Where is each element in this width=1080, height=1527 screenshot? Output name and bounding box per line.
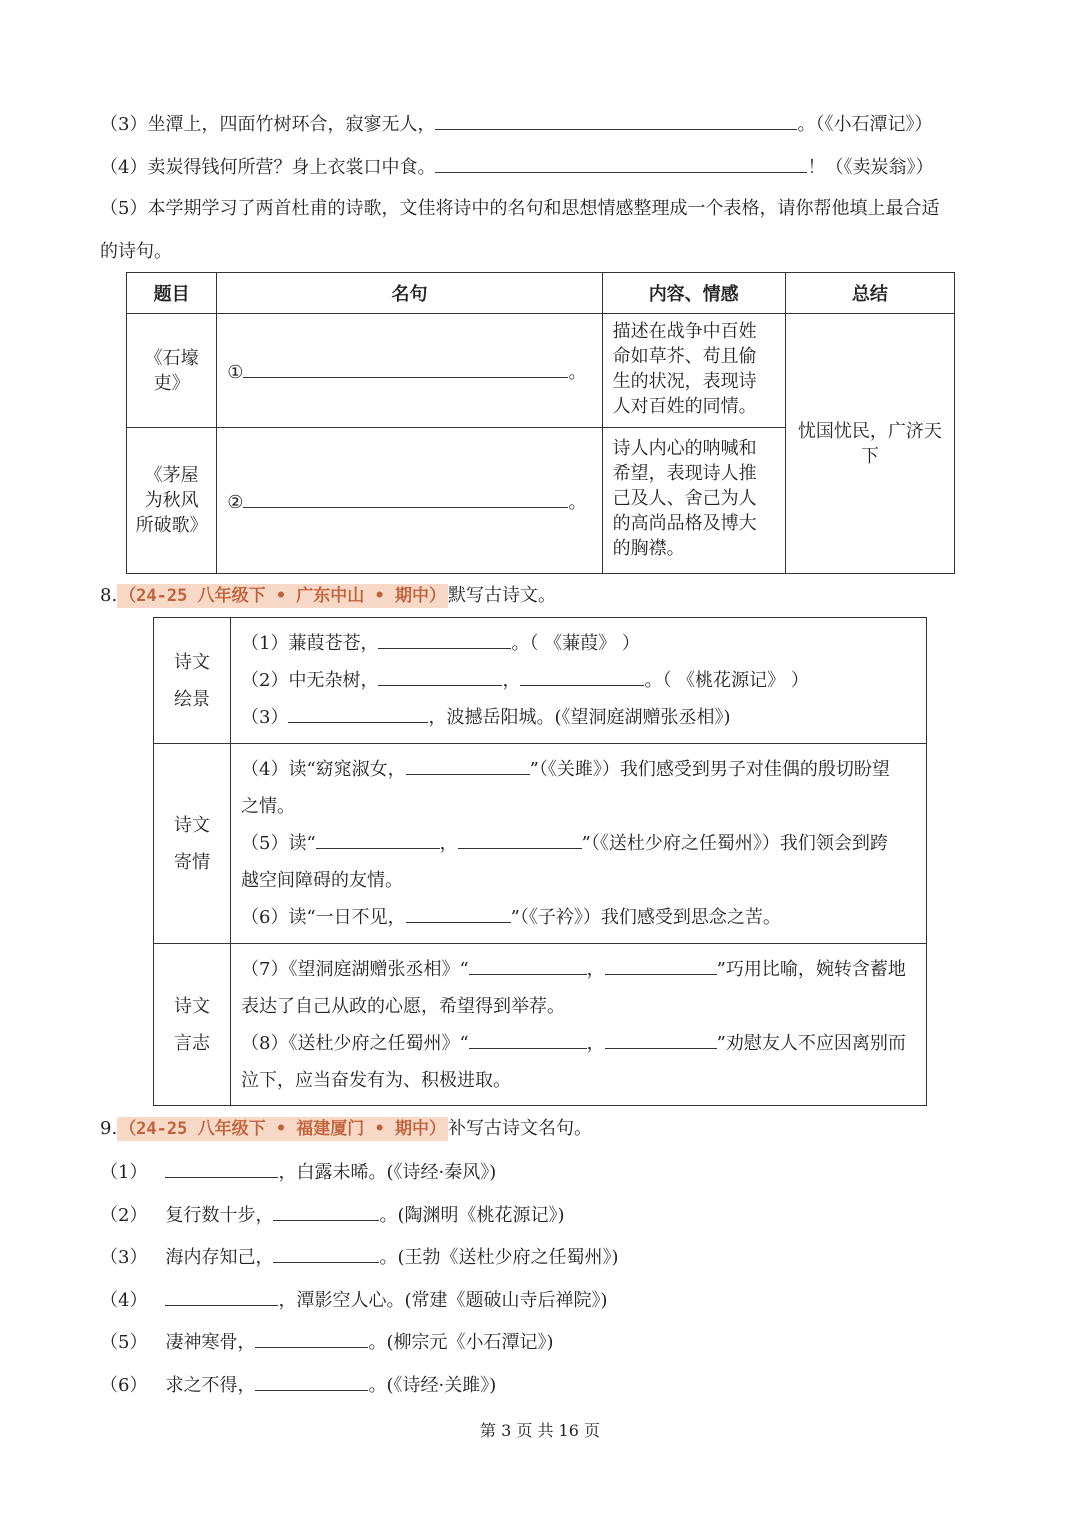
- row1-title: [127, 314, 217, 428]
- q9-item-2: [100, 1202, 565, 1229]
- q9-item-5: [100, 1329, 554, 1356]
- content-line: 己及人、舍己为人: [612, 488, 757, 509]
- item-post: 。(王勃《送杜少府之任蜀州》): [379, 1247, 619, 1268]
- content-line: 的胸襟。: [612, 538, 685, 559]
- row1-content: [602, 314, 785, 428]
- text: （7）《望洞庭湖赠张丞相》“: [241, 958, 469, 980]
- question-instruction: 默写古诗文。: [448, 585, 557, 606]
- item-pre: 凄神寒骨，: [165, 1332, 256, 1353]
- poem-table: [126, 272, 955, 574]
- group-label-line: 诗文: [174, 995, 210, 1017]
- item-source: 。（《小石潭记》）: [797, 114, 933, 135]
- group-label-emotion: [154, 744, 231, 944]
- period: 。: [568, 361, 587, 383]
- source-tag: （24-25 八年级下 • 福建厦门 • 期中）: [119, 1119, 447, 1139]
- item-label: （2）: [100, 1205, 148, 1226]
- item-label: （4）: [100, 1290, 148, 1311]
- answer-blank[interactable]: [273, 1202, 379, 1221]
- line-6: [241, 899, 925, 936]
- text: ”（《子衿》）我们感受到思念之苦。: [510, 907, 781, 928]
- item-post: 。(柳宗元《小石潭记》): [368, 1332, 554, 1353]
- q7-item5-line1: （5）本学期学习了两首杜甫的诗歌，文佳将诗中的名句和思想情感整理成一个表格，请你帮他填上最合适: [100, 198, 940, 219]
- q9-item-1: [100, 1159, 496, 1186]
- circle-number: ①: [227, 361, 244, 383]
- line-8: [241, 1025, 925, 1062]
- content-line: 人对百姓的同情。: [612, 396, 757, 417]
- answer-blank[interactable]: [520, 667, 644, 686]
- item-text: 卖炭得钱何所营？身上衣裳口中食。: [147, 157, 436, 178]
- content-line: 诗人内心的呐喊和: [612, 438, 757, 459]
- item-pre: 海内存知己，: [165, 1247, 274, 1268]
- answer-blank[interactable]: [316, 830, 440, 849]
- header-quote: 名句: [217, 273, 602, 314]
- summary-line: 忧国忧民，广济天: [797, 420, 942, 442]
- text: （1）蒹葭苍苍，: [241, 633, 379, 654]
- line-7-cont: 表达了自己从政的心愿，希望得到举荐。: [241, 995, 565, 1017]
- answer-blank[interactable]: [378, 667, 502, 686]
- header-content: 内容、情感: [602, 273, 785, 314]
- text: （3）: [241, 707, 289, 728]
- source-tag: （24-25 八年级下 • 广东中山 • 期中）: [119, 586, 447, 606]
- line-2: [241, 662, 925, 699]
- q7-item5-line2: 的诗句。: [100, 241, 172, 262]
- text: （5）读“: [241, 833, 316, 854]
- group-content-emotion: [231, 744, 927, 944]
- header-title: 题目: [127, 273, 217, 314]
- line-4-cont: 之情。: [241, 796, 295, 817]
- text: ”劝慰友人不应因离别而: [716, 1032, 906, 1054]
- item-label: （1）: [100, 1162, 148, 1183]
- group-label-line: 诗文: [174, 651, 210, 673]
- line-7: [241, 951, 925, 988]
- answer-blank[interactable]: [288, 704, 428, 723]
- answer-blank[interactable]: [378, 630, 511, 649]
- answer-blank[interactable]: [243, 489, 568, 508]
- content-line: 命如草芥、苟且偷: [612, 346, 757, 367]
- content-line: 生的状况，表现诗: [612, 371, 757, 392]
- answer-blank[interactable]: [605, 1030, 717, 1049]
- q9-item-4: [100, 1287, 608, 1314]
- title-line: 《茅屋: [144, 465, 199, 486]
- item-pre: 求之不得，: [165, 1375, 256, 1396]
- title-line: 所破歌》: [135, 515, 208, 536]
- answer-blank[interactable]: [406, 904, 511, 923]
- question-number: 9.: [100, 1118, 118, 1139]
- q7-item4: [100, 154, 933, 181]
- answer-blank[interactable]: [469, 956, 587, 975]
- answer-blank[interactable]: [406, 756, 530, 775]
- group-label-line: 寄情: [174, 851, 210, 873]
- line-1: [241, 625, 925, 662]
- content-line: 希望，表现诗人推: [612, 463, 757, 484]
- item-post: 。(陶渊明《桃花源记》): [379, 1205, 565, 1226]
- page-footer: 第 3 页 共 16 页: [480, 1421, 600, 1440]
- text: （6）读“一日不见，: [241, 907, 406, 928]
- row2-content: [602, 428, 785, 574]
- item-label: （5）: [100, 1332, 148, 1353]
- content-line: 描述在战争中百姓: [612, 321, 757, 342]
- text: ，: [586, 1032, 605, 1054]
- summary-line: 下: [860, 445, 879, 467]
- text: （4）读“窈窕淑女，: [241, 759, 406, 780]
- answer-blank[interactable]: [165, 1287, 278, 1306]
- answer-blank[interactable]: [458, 830, 582, 849]
- title-line: 吏》: [153, 372, 190, 394]
- line-5-cont: 越空间障碍的友情。: [241, 870, 403, 891]
- line-4: [241, 751, 925, 788]
- circle-number: ②: [227, 491, 244, 513]
- q8-header: [100, 583, 556, 609]
- text: ，: [502, 670, 521, 691]
- item-label: （6）: [100, 1375, 148, 1396]
- text: （8）《送杜少府之任蜀州》“: [241, 1032, 469, 1054]
- q7-item3: [100, 111, 932, 138]
- text: ”巧用比喻，婉转含蓄地: [716, 958, 906, 980]
- answer-blank[interactable]: [255, 1329, 368, 1348]
- question-number: 8.: [100, 585, 118, 606]
- line-8-cont: 泣下，应当奋发有为、积极进取。: [241, 1069, 511, 1091]
- line-3: [241, 699, 925, 736]
- text: ，: [439, 833, 458, 854]
- question-instruction: 补写古诗文名句。: [448, 1118, 593, 1139]
- answer-blank[interactable]: [435, 154, 807, 173]
- answer-blank[interactable]: [273, 1244, 379, 1263]
- dictation-table: [153, 617, 927, 1106]
- summary-cell: [785, 314, 954, 574]
- item-source: ！（《卖炭翁》）: [807, 157, 934, 178]
- answer-blank[interactable]: [605, 956, 717, 975]
- item-label: （3）: [100, 114, 148, 135]
- line-5: [241, 825, 925, 862]
- group-content-scene: [231, 618, 927, 744]
- group-label-scene: [154, 618, 231, 744]
- item-post: ，潭影空人心。(常建《题破山寺后禅院》): [278, 1290, 608, 1311]
- title-line: 《石壕: [144, 347, 199, 369]
- title-line: 为秋风: [144, 490, 199, 511]
- answer-blank[interactable]: [255, 1372, 368, 1391]
- answer-blank[interactable]: [165, 1159, 278, 1178]
- text: ”（《送杜少府之任蜀州》）我们领会到跨: [581, 833, 888, 854]
- item-post: ，白露未晞。(《诗经·秦风》): [278, 1162, 497, 1183]
- text: （2）中无杂树，: [241, 670, 379, 691]
- period: 。: [568, 491, 587, 513]
- content-line: 的高尚品格及博大: [612, 513, 757, 534]
- text: 。（ 《桃花源记》 ）: [644, 670, 809, 691]
- item-pre: 复行数十步，: [165, 1205, 274, 1226]
- item-post: 。(《诗经·关雎》): [368, 1375, 497, 1396]
- row2-quote: [217, 428, 602, 574]
- text: ，波撼岳阳城。(《望洞庭湖赠张丞相》): [428, 707, 731, 728]
- text: 。（ 《蒹葭》 ）: [511, 633, 640, 654]
- text: ，: [586, 958, 605, 980]
- answer-blank[interactable]: [435, 111, 797, 130]
- q9-item-3: [100, 1244, 619, 1271]
- answer-blank[interactable]: [243, 359, 568, 378]
- group-label-line: 诗文: [174, 814, 210, 836]
- group-content-aspiration: [231, 944, 927, 1106]
- text: ”（《关雎》）我们感受到男子对佳偶的殷切盼望: [529, 759, 890, 780]
- row1-quote: [217, 314, 602, 428]
- header-summary: 总结: [785, 273, 954, 314]
- group-label-line: 绘景: [174, 688, 210, 710]
- group-label-aspiration: [154, 944, 231, 1106]
- item-label: （4）: [100, 157, 148, 178]
- q9-item-6: [100, 1372, 496, 1399]
- q9-header: [100, 1116, 592, 1142]
- item-label: （3）: [100, 1247, 148, 1268]
- row2-title: [127, 428, 217, 574]
- item-text: 坐潭上，四面竹树环合，寂寥无人，: [147, 114, 436, 135]
- answer-blank[interactable]: [469, 1030, 587, 1049]
- group-label-line: 言志: [174, 1032, 210, 1054]
